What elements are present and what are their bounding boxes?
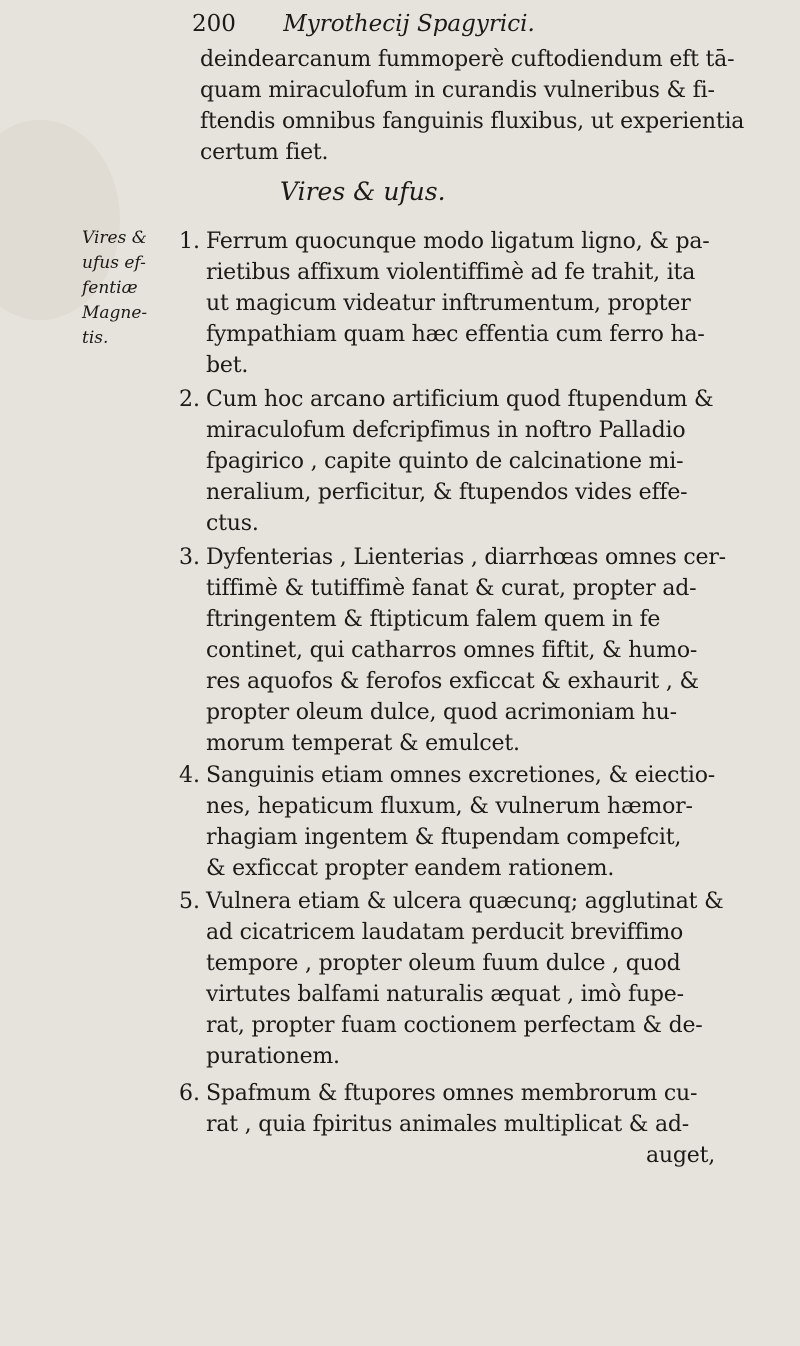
entry-line: morum temperat & emulcet. (206, 731, 520, 756)
margin-note-line: Magne- (82, 303, 148, 323)
entry-text (206, 542, 796, 759)
margin-note-line: ufus ef- (82, 253, 146, 273)
intro-line: deindearcanum fummoperè cuftodiendum eft tā- (200, 47, 735, 72)
entry-line: miraculofum defcripfimus in noftro Palladio (206, 418, 686, 443)
entry-line: purationem. (206, 1044, 340, 1069)
entry-number: 4. (179, 763, 200, 788)
running-title: Myrothecij Spagyrici. (283, 11, 535, 37)
entry-line: Spafmum & ftupores omnes membrorum cu- (206, 1081, 698, 1106)
intro-line: ftendis omnibus fanguinis fluxibus, ut experientia (200, 109, 745, 134)
entry-text (206, 226, 796, 381)
entry-line: Vulnera etiam & ulcera quæcunq; agglutinat & (206, 889, 724, 914)
entry-line: Sanguinis etiam omnes excretiones, & eiectio- (206, 763, 715, 788)
entry-line: & exficcat propter eandem rationem. (206, 856, 615, 881)
entry-text (206, 886, 796, 1072)
entry-line: Dyfenterias , Lienterias , diarrhœas omnes cer- (206, 545, 726, 570)
entry-line: tempore , propter oleum fuum dulce , quod (206, 951, 681, 976)
entry-line: nes, hepaticum fluxum, & vulnerum hæmor- (206, 794, 693, 819)
entry-line: Cum hoc arcano artificium quod ftupendum & (206, 387, 714, 412)
intro-line: quam miraculofum in curandis vulneribus & fi- (200, 78, 715, 103)
entry-line: ctus. (206, 511, 259, 536)
entry-number: 2. (179, 387, 200, 412)
margin-note-line: tis. (82, 328, 109, 348)
entry-number: 5. (179, 889, 200, 914)
entry-line: virtutes balfami naturalis æquat , imò fupe- (206, 982, 684, 1007)
entry-line: fpagirico , capite quinto de calcinatione mi- (206, 449, 684, 474)
entry-line: fympathiam quam hæc effentia cum ferro ha- (206, 322, 705, 347)
entry-text (206, 760, 796, 884)
entry-line: rat , quia fpiritus animales multiplicat & ad- (206, 1112, 689, 1137)
margin-note-line: Vires & (82, 228, 147, 248)
entry-line: rat, propter fuam coctionem perfectam & de- (206, 1013, 703, 1038)
entry-text (206, 1078, 796, 1171)
entry-line: tiffimè & tutiffimè fanat & curat, propter ad- (206, 576, 697, 601)
entry-line: bet. (206, 353, 249, 378)
entry-number: 3. (179, 545, 200, 570)
entry-line: auget, (646, 1143, 716, 1168)
page-number: 200 (192, 11, 236, 37)
entry-line: ad cicatricem laudatam perducit breviffimo (206, 920, 684, 945)
intro-line: certum fiet. (200, 140, 329, 165)
entry-line: ut magicum videatur inftrumentum, propter (206, 291, 691, 316)
entry-text (206, 384, 796, 539)
section-heading: Vires & ufus. (280, 177, 446, 206)
entry-line: rietibus affixum violentiffimè ad fe trahit, ita (206, 260, 696, 285)
entry-line: neralium, perficitur, & ftupendos vides effe- (206, 480, 688, 505)
entry-line: propter oleum dulce, quod acrimoniam hu- (206, 700, 677, 725)
entry-line: rhagiam ingentem & ftupendam compefcit, (206, 825, 682, 850)
margin-note-line: fentiæ (82, 278, 138, 298)
entry-line: Ferrum quocunque modo ligatum ligno, & pa- (206, 229, 710, 254)
entry-line: ftringentem & ftipticum falem quem in fe (206, 607, 661, 632)
entry-number: 6. (179, 1081, 200, 1106)
entry-line: continet, qui catharros omnes fiftit, & humo- (206, 638, 698, 663)
entry-number: 1. (179, 229, 200, 254)
entry-line: res aquofos & ferofos exficcat & exhaurit , & (206, 669, 699, 694)
